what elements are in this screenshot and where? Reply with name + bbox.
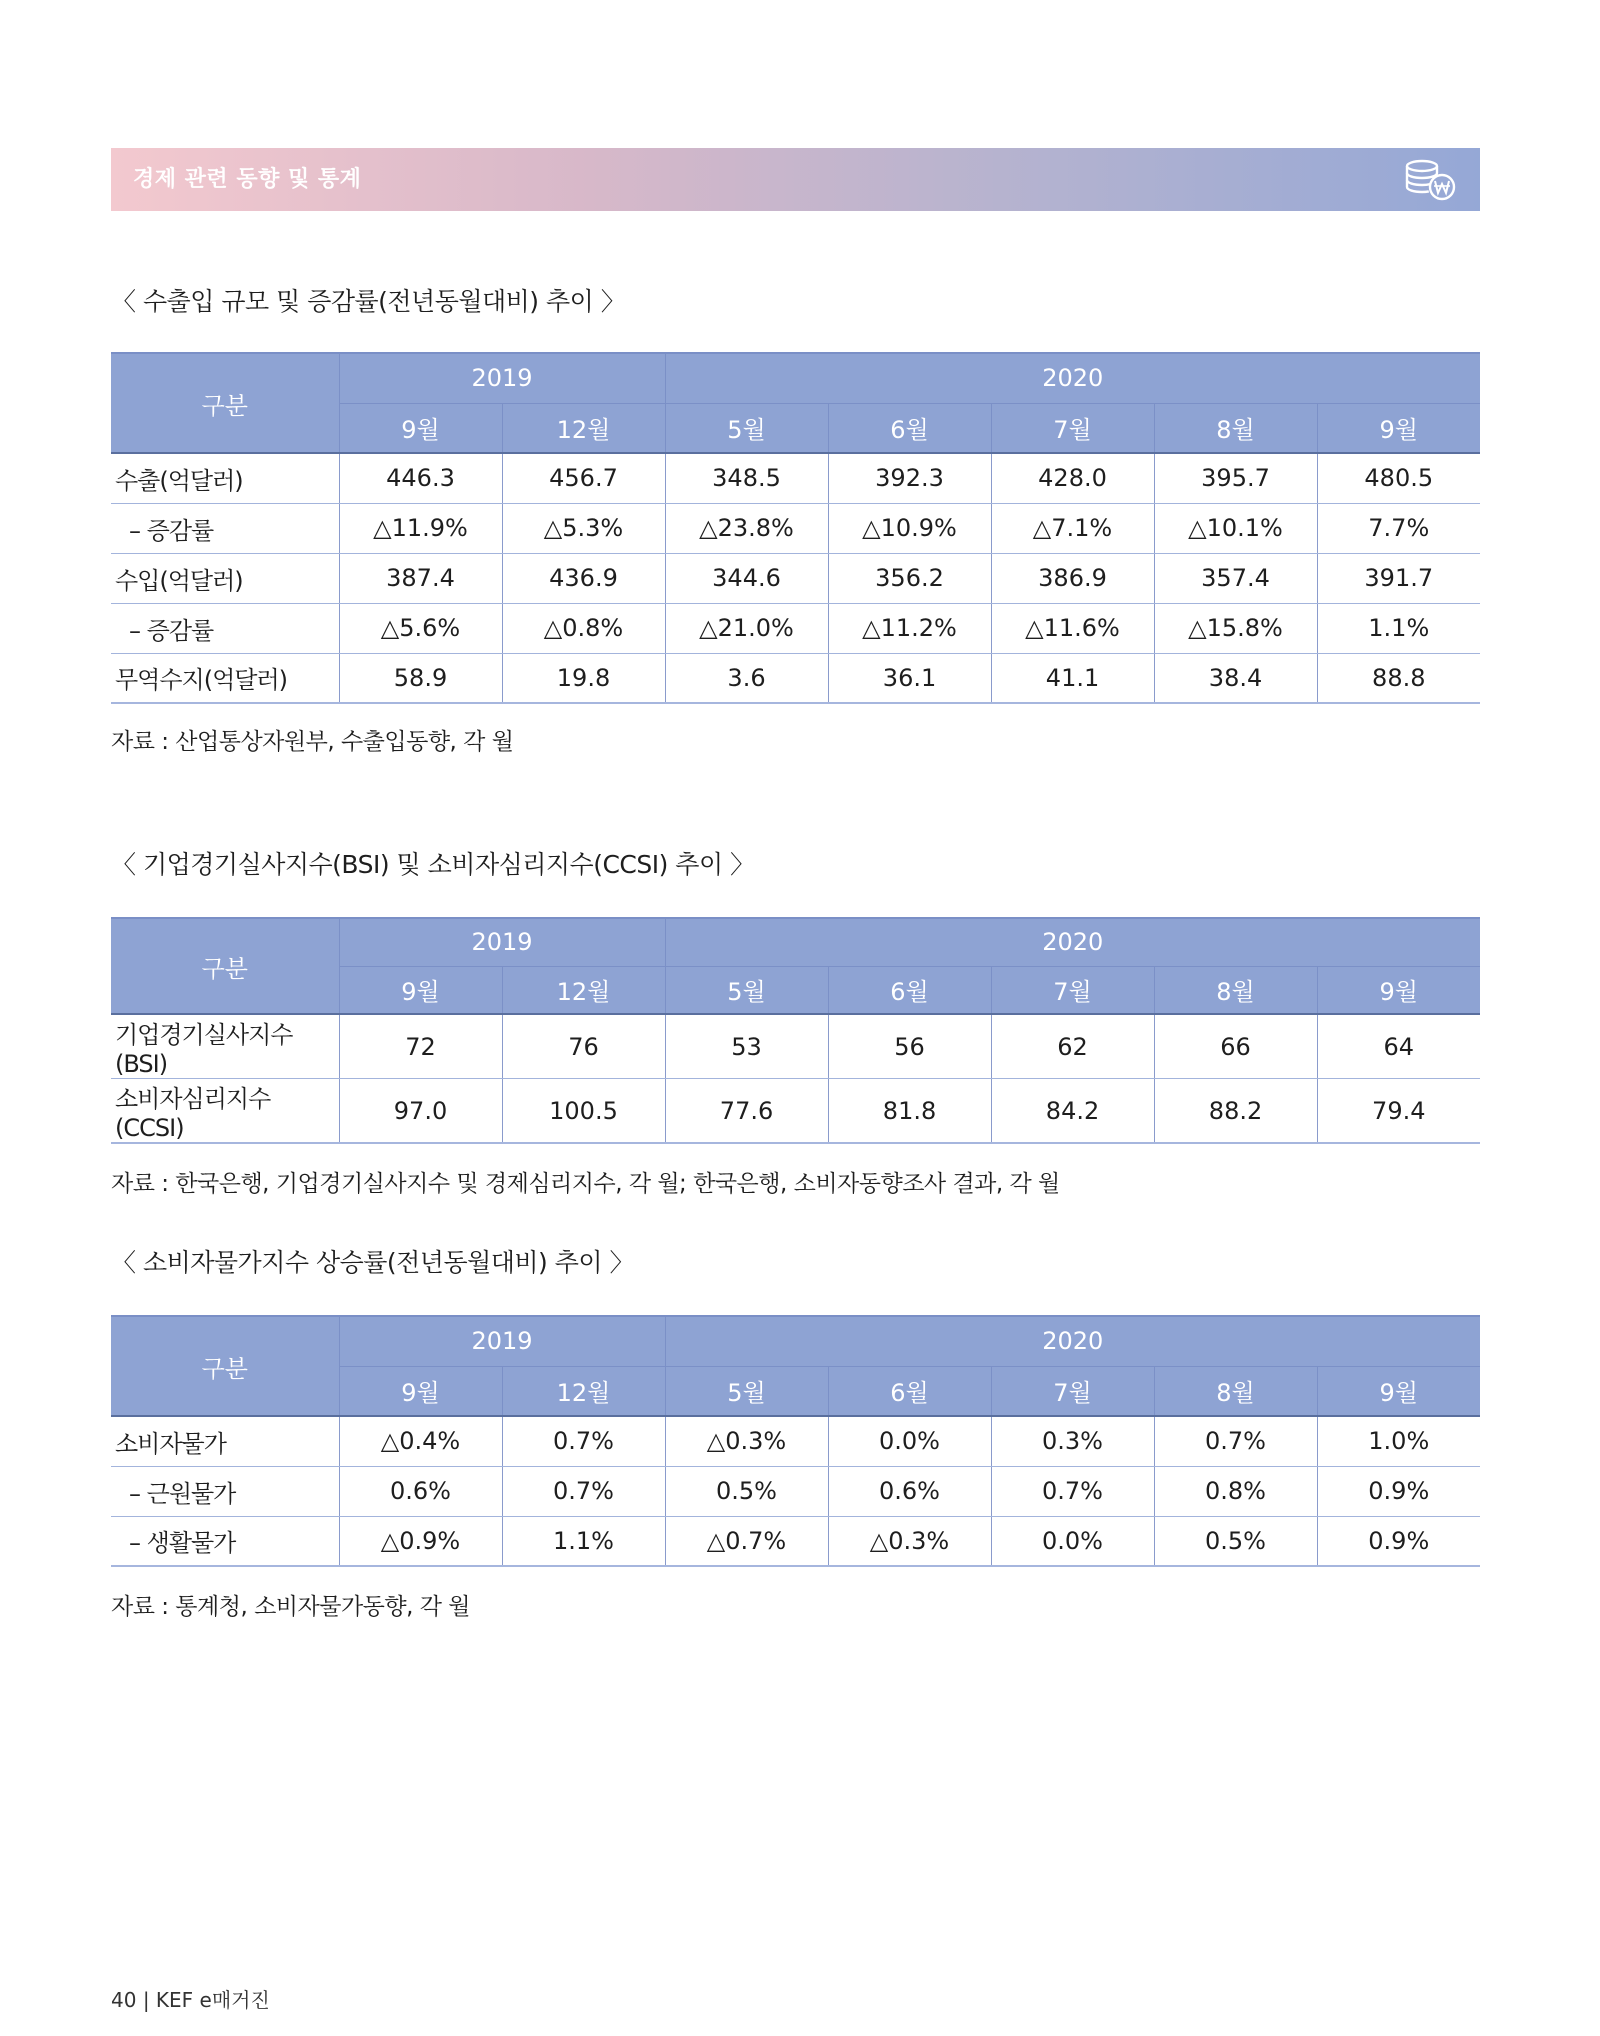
row-label: – 증감률 xyxy=(111,603,339,653)
table-cell: 66 xyxy=(1154,1014,1317,1079)
month-header: 8월 xyxy=(1154,403,1317,453)
table-cell: 395.7 xyxy=(1154,453,1317,503)
year-header: 2020 xyxy=(665,353,1480,403)
year-header: 2020 xyxy=(665,918,1480,966)
table-row xyxy=(111,1014,1480,1079)
month-header: 9월 xyxy=(1317,966,1480,1014)
table-cell: 64 xyxy=(1317,1014,1480,1079)
row-label: 수입(억달러) xyxy=(111,553,339,603)
table-cell: 344.6 xyxy=(665,553,828,603)
table-cell: △0.4% xyxy=(339,1416,502,1466)
table-cell: 0.6% xyxy=(828,1466,991,1516)
trade-table-title: 〈 수출입 규모 및 증감률(전년동월대비) 추이 〉 xyxy=(111,287,626,316)
trade-section xyxy=(111,282,1480,760)
table-cell: 0.5% xyxy=(1154,1516,1317,1566)
table-cell: 81.8 xyxy=(828,1079,991,1144)
page-number: 40 xyxy=(111,1988,137,2012)
month-header: 9월 xyxy=(339,1366,502,1416)
table-cell: 0.7% xyxy=(502,1466,665,1516)
month-header: 8월 xyxy=(1154,966,1317,1014)
table-cell: 79.4 xyxy=(1317,1079,1480,1144)
corner-header: 구분 xyxy=(111,1316,339,1416)
month-header: 7월 xyxy=(991,1366,1154,1416)
month-header: 6월 xyxy=(828,403,991,453)
table-cell: 0.7% xyxy=(1154,1416,1317,1466)
table-cell: 41.1 xyxy=(991,653,1154,703)
table-cell: △10.9% xyxy=(828,503,991,553)
table-cell: 0.0% xyxy=(991,1516,1154,1566)
coin-won-icon xyxy=(1402,157,1458,203)
table-row xyxy=(111,503,1480,553)
table-row xyxy=(111,1416,1480,1466)
table-cell: 456.7 xyxy=(502,453,665,503)
row-label: 무역수지(억달러) xyxy=(111,653,339,703)
table-cell: 0.9% xyxy=(1317,1466,1480,1516)
month-header: 9월 xyxy=(1317,1366,1480,1416)
table-cell: △10.1% xyxy=(1154,503,1317,553)
table-cell: 19.8 xyxy=(502,653,665,703)
table-cell: 0.5% xyxy=(665,1466,828,1516)
table-row xyxy=(111,553,1480,603)
table-cell: 56 xyxy=(828,1014,991,1079)
table-cell: 53 xyxy=(665,1014,828,1079)
table-cell: 77.6 xyxy=(665,1079,828,1144)
cpi-section xyxy=(111,1243,1480,1625)
table-cell: △15.8% xyxy=(1154,603,1317,653)
month-header: 12월 xyxy=(502,1366,665,1416)
corner-header: 구분 xyxy=(111,353,339,453)
bsi-ccsi-source-note: 자료 : 한국은행, 기업경기실사지수 및 경제심리지수, 각 월; 한국은행, 소비자동향조사 결과, 각 월 xyxy=(111,1171,1060,1197)
table-cell: 1.1% xyxy=(502,1516,665,1566)
table-cell: △0.9% xyxy=(339,1516,502,1566)
table-cell: 0.3% xyxy=(991,1416,1154,1466)
month-header: 5월 xyxy=(665,403,828,453)
table-cell: 7.7% xyxy=(1317,503,1480,553)
month-header: 5월 xyxy=(665,966,828,1014)
table-cell: 88.8 xyxy=(1317,653,1480,703)
table-cell: △11.9% xyxy=(339,503,502,553)
month-header: 7월 xyxy=(991,966,1154,1014)
table-cell: 356.2 xyxy=(828,553,991,603)
row-label: – 근원물가 xyxy=(111,1466,339,1516)
table-row xyxy=(111,1466,1480,1516)
footer-separator: | xyxy=(142,1988,150,2012)
table-cell: △7.1% xyxy=(991,503,1154,553)
table-cell: 72 xyxy=(339,1014,502,1079)
cpi-table-title: 〈 소비자물가지수 상승률(전년동월대비) 추이 〉 xyxy=(111,1248,634,1277)
table-cell: 58.9 xyxy=(339,653,502,703)
table-cell: △0.3% xyxy=(665,1416,828,1466)
table-cell: 3.6 xyxy=(665,653,828,703)
table-cell: △23.8% xyxy=(665,503,828,553)
row-label: – 생활물가 xyxy=(111,1516,339,1566)
month-header: 9월 xyxy=(339,966,502,1014)
year-header: 2019 xyxy=(339,918,665,966)
table-cell: 84.2 xyxy=(991,1079,1154,1144)
table-cell: 0.7% xyxy=(991,1466,1154,1516)
table-cell: 76 xyxy=(502,1014,665,1079)
table-cell: 97.0 xyxy=(339,1079,502,1144)
table-cell: △5.6% xyxy=(339,603,502,653)
table-cell: 357.4 xyxy=(1154,553,1317,603)
bsi-ccsi-table-title: 〈 기업경기실사지수(BSI) 및 소비자심리지수(CCSI) 추이 〉 xyxy=(111,850,755,879)
table-cell: 0.6% xyxy=(339,1466,502,1516)
table-cell: 38.4 xyxy=(1154,653,1317,703)
banner-title: 경제 관련 동향 및 통계 xyxy=(133,167,362,192)
month-header: 5월 xyxy=(665,1366,828,1416)
table-cell: 348.5 xyxy=(665,453,828,503)
table-row xyxy=(111,603,1480,653)
table-cell: 392.3 xyxy=(828,453,991,503)
table-row xyxy=(111,453,1480,503)
row-label: 소비자심리지수(CCSI) xyxy=(111,1079,339,1144)
row-label: 수출(억달러) xyxy=(111,453,339,503)
month-header: 8월 xyxy=(1154,1366,1317,1416)
table-cell: 480.5 xyxy=(1317,453,1480,503)
table-cell: 0.0% xyxy=(828,1416,991,1466)
cpi-table xyxy=(111,1315,1480,1567)
year-header: 2020 xyxy=(665,1316,1480,1366)
table-cell: 0.8% xyxy=(1154,1466,1317,1516)
page-footer xyxy=(111,1984,270,2013)
table-cell: 36.1 xyxy=(828,653,991,703)
table-cell: △0.3% xyxy=(828,1516,991,1566)
month-header: 6월 xyxy=(828,966,991,1014)
table-cell: 62 xyxy=(991,1014,1154,1079)
table-cell: 1.0% xyxy=(1317,1416,1480,1466)
table-cell: 0.7% xyxy=(502,1416,665,1466)
month-header: 12월 xyxy=(502,966,665,1014)
table-cell: 88.2 xyxy=(1154,1079,1317,1144)
year-header: 2019 xyxy=(339,1316,665,1366)
bsi-ccsi-section xyxy=(111,845,1480,1202)
magazine-name: KEF e매거진 xyxy=(155,1988,270,2012)
row-label: 기업경기실사지수(BSI) xyxy=(111,1014,339,1079)
trade-source-note: 자료 : 산업통상자원부, 수출입동향, 각 월 xyxy=(111,729,514,755)
month-header: 9월 xyxy=(1317,403,1480,453)
row-label: – 증감률 xyxy=(111,503,339,553)
table-row xyxy=(111,653,1480,703)
table-cell: 436.9 xyxy=(502,553,665,603)
month-header: 6월 xyxy=(828,1366,991,1416)
table-cell: △0.7% xyxy=(665,1516,828,1566)
table-cell: 387.4 xyxy=(339,553,502,603)
month-header: 7월 xyxy=(991,403,1154,453)
year-header: 2019 xyxy=(339,353,665,403)
row-label: 소비자물가 xyxy=(111,1416,339,1466)
table-cell: 446.3 xyxy=(339,453,502,503)
table-cell: 391.7 xyxy=(1317,553,1480,603)
table-cell: 100.5 xyxy=(502,1079,665,1144)
table-cell: 0.9% xyxy=(1317,1516,1480,1566)
table-cell: 386.9 xyxy=(991,553,1154,603)
table-cell: △11.6% xyxy=(991,603,1154,653)
table-row xyxy=(111,1516,1480,1566)
trade-table xyxy=(111,352,1480,704)
corner-header: 구분 xyxy=(111,918,339,1014)
month-header: 9월 xyxy=(339,403,502,453)
table-row xyxy=(111,1079,1480,1144)
section-banner xyxy=(111,148,1480,211)
month-header: 12월 xyxy=(502,403,665,453)
table-cell: 428.0 xyxy=(991,453,1154,503)
table-cell: 1.1% xyxy=(1317,603,1480,653)
cpi-source-note: 자료 : 통계청, 소비자물가동향, 각 월 xyxy=(111,1594,470,1620)
table-cell: △21.0% xyxy=(665,603,828,653)
bsi-ccsi-table xyxy=(111,917,1480,1144)
table-cell: △11.2% xyxy=(828,603,991,653)
table-cell: △5.3% xyxy=(502,503,665,553)
table-cell: △0.8% xyxy=(502,603,665,653)
